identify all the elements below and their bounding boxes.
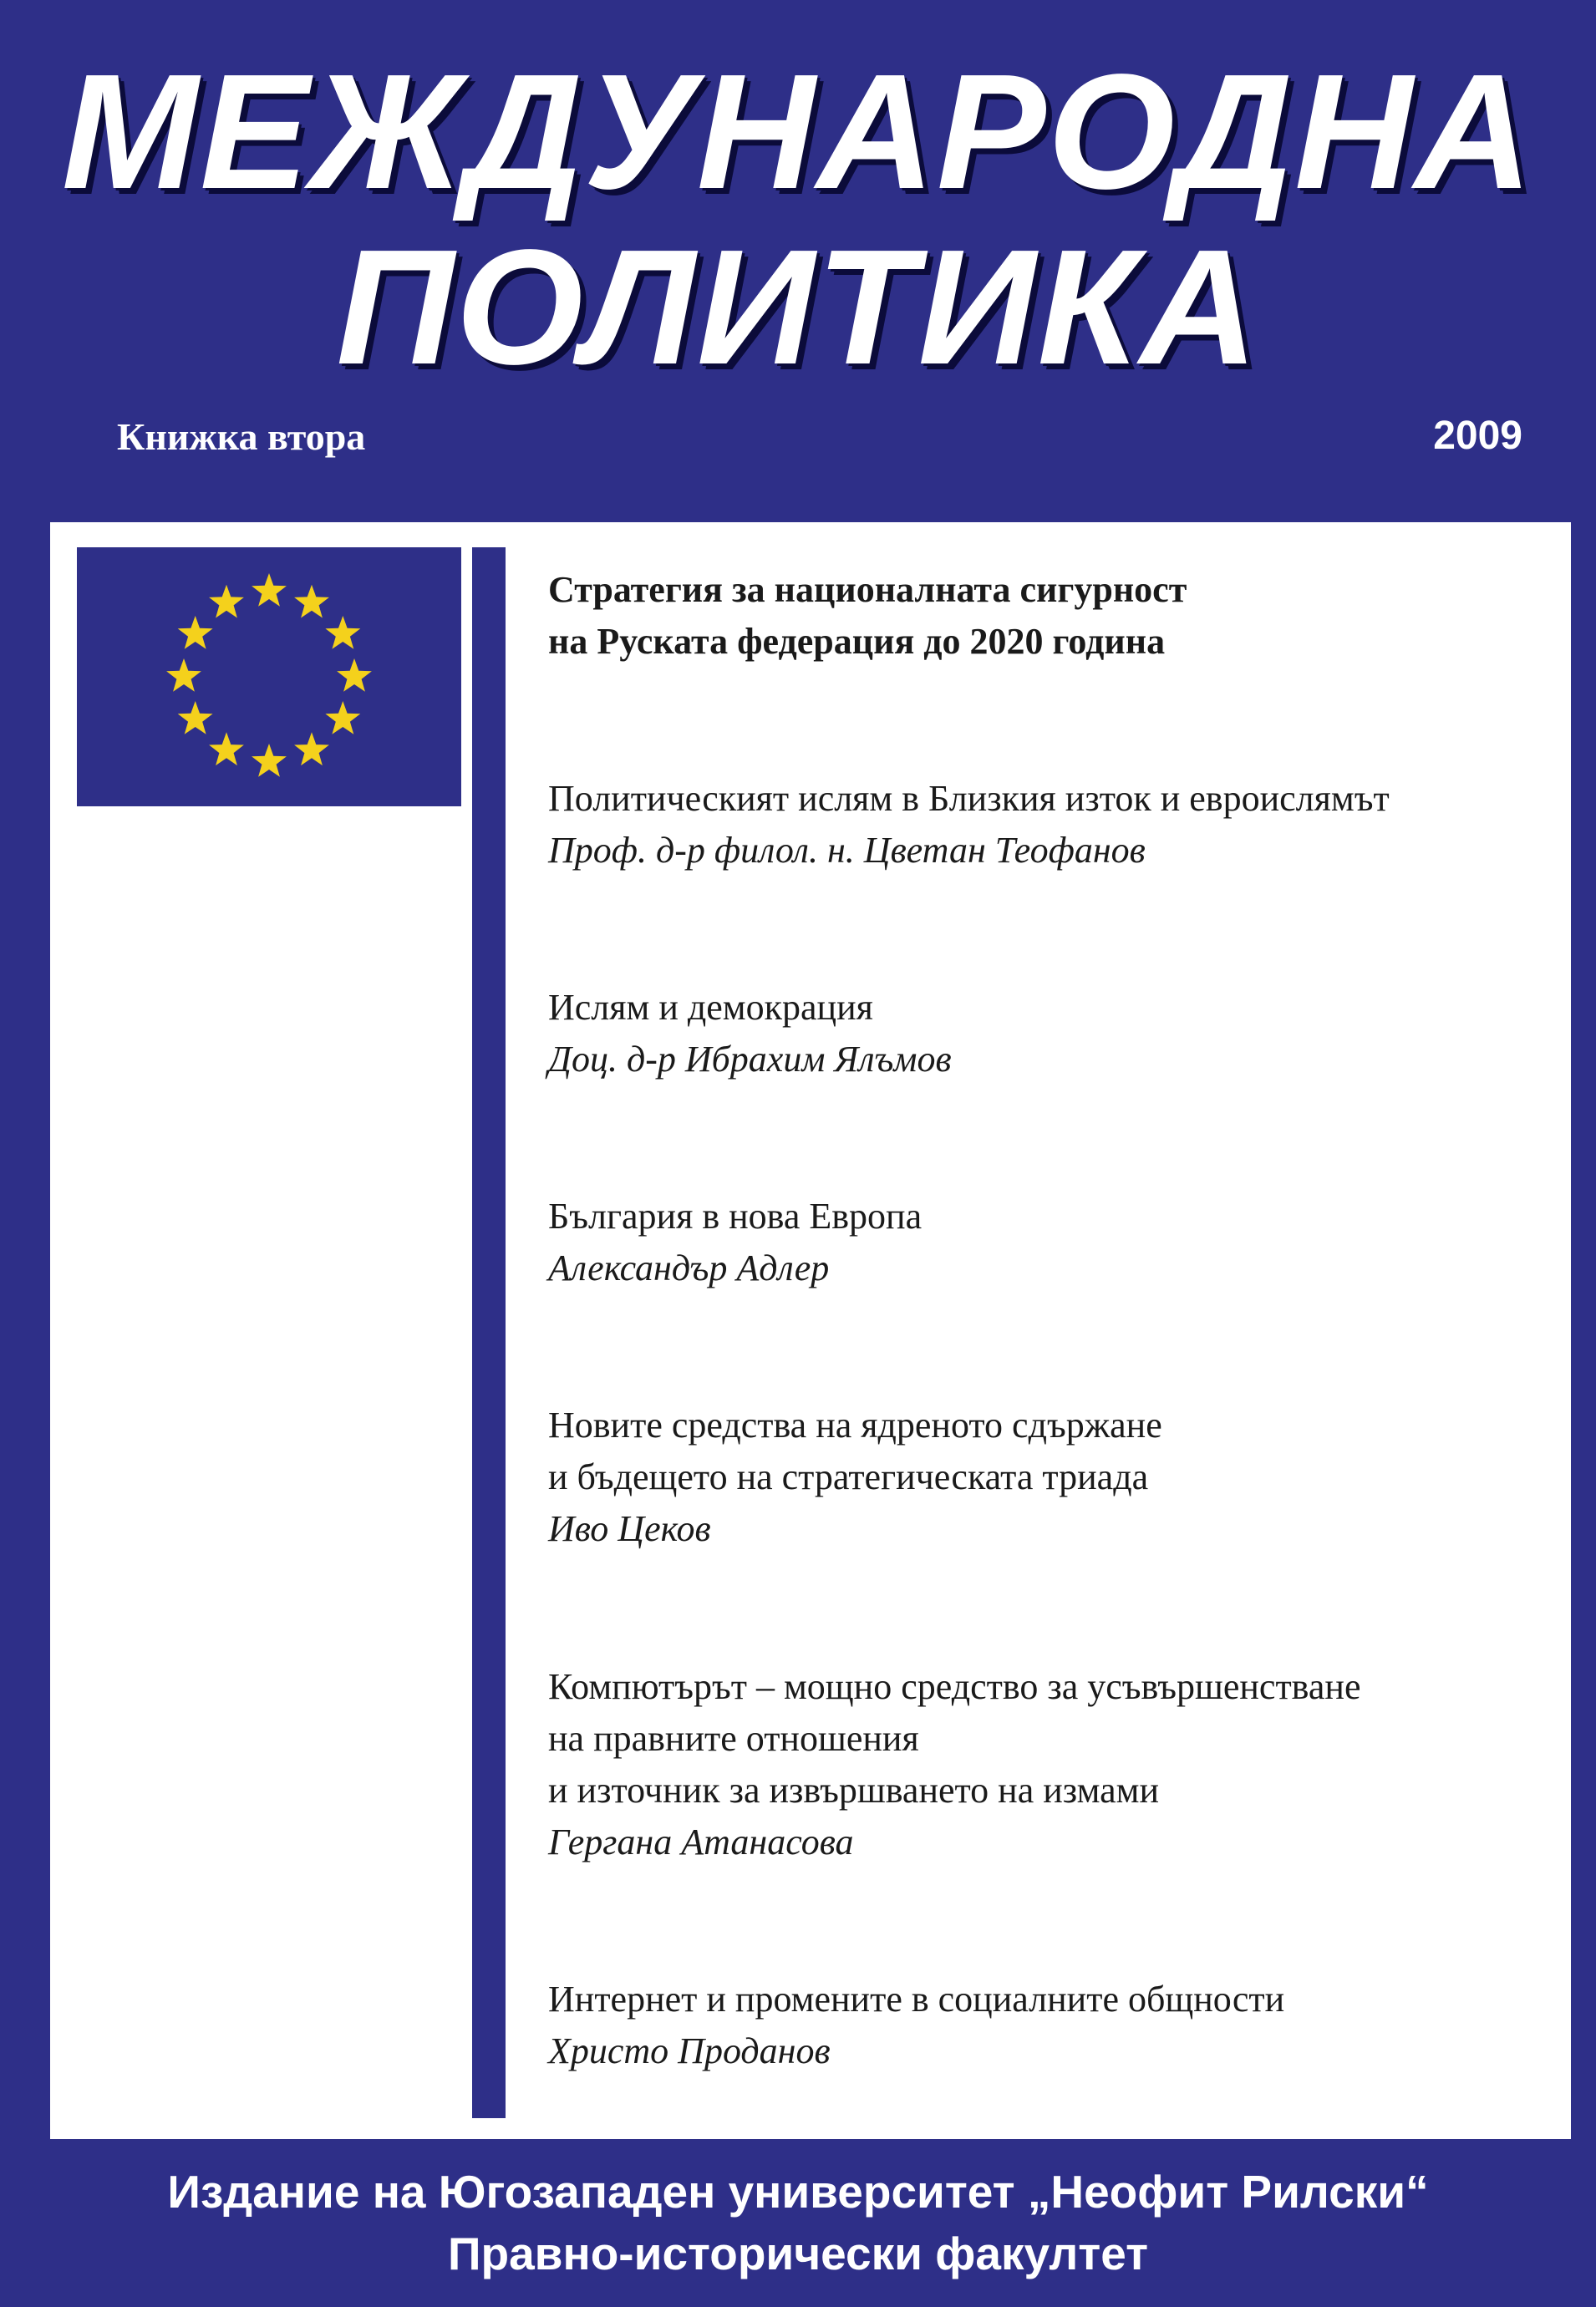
publisher-line-2: Правно-исторически факултет [447, 2228, 1149, 2279]
toc-entry-title-line: Новите средства на ядреното сдържане [548, 1405, 1162, 1446]
issue-year: 2009 [1433, 414, 1522, 458]
toc-entry-title-line: България в нова Европа [548, 1196, 923, 1237]
toc-entry-title-line: Ислям и демокрация [548, 987, 873, 1028]
toc-entry-author: Проф. д-р филол. н. Цветан Теофанов [548, 830, 1146, 871]
toc-entry-title-line: Стратегия за националната сигурност [548, 569, 1187, 610]
toc-entry-5 [548, 1400, 1162, 1555]
toc-entry-author: Гергана Атанасова [548, 1822, 854, 1862]
star-icon [337, 658, 372, 692]
toc-entry-title-line: Политическият ислям в Близкия изток и евроислямът [548, 778, 1390, 819]
toc-entry-title-line: Компютърът – мощно средство за усъвършенстване [548, 1666, 1361, 1707]
vertical-divider-bar [472, 547, 506, 2118]
eu-flag-stars [77, 547, 461, 806]
toc-entry-author: Иво Цеков [548, 1508, 711, 1549]
star-icon [294, 732, 329, 765]
toc-entry-7 [548, 1974, 1284, 2077]
issue-label: Книжка втора [117, 415, 366, 458]
star-icon [325, 701, 360, 734]
toc-entry-3 [548, 982, 952, 1085]
star-icon [294, 585, 329, 618]
publisher-line-1: Издание на Югозападен университет „Неофит Рилски“ [167, 2166, 1429, 2218]
right-border-band [1571, 522, 1596, 2139]
toc-entry-title-line: и източник за извършването на измами [548, 1770, 1160, 1811]
star-icon [252, 573, 287, 607]
star-icon [325, 616, 360, 649]
toc-entry-author: Александър Адлер [548, 1248, 830, 1288]
toc-entry-4 [548, 1191, 922, 1294]
toc-entry-title-line: на правните отношения [548, 1718, 919, 1759]
star-icon [178, 616, 213, 649]
eu-flag-icon [77, 547, 461, 806]
journal-title-line-1: МЕЖДУНАРОДНА [61, 40, 1535, 223]
toc-entry-author: Доц. д-р Ибрахим Ялъмов [548, 1039, 952, 1080]
toc-entry-1 [548, 564, 1187, 668]
toc-entry-title-line: Интернет и промените в социалните общности [548, 1979, 1285, 2020]
star-icon [252, 744, 287, 777]
cover-header-band [0, 0, 1596, 522]
journal-title-line-2: ПОЛИТИКА [336, 216, 1260, 399]
toc-entry-title-line: на Руската федерация до 2020 година [548, 621, 1166, 662]
star-icon [209, 585, 244, 618]
toc-entry-author: Христо Проданов [548, 2030, 831, 2071]
toc-entry-6 [548, 1661, 1360, 1868]
toc-entry-2 [548, 773, 1390, 877]
star-icon [209, 732, 244, 765]
star-icon [178, 701, 213, 734]
left-border-band [0, 522, 50, 2139]
star-icon [166, 658, 201, 692]
toc-entry-title-line: и бъдещето на стратегическата триада [548, 1456, 1149, 1497]
publisher-band [0, 2139, 1596, 2307]
